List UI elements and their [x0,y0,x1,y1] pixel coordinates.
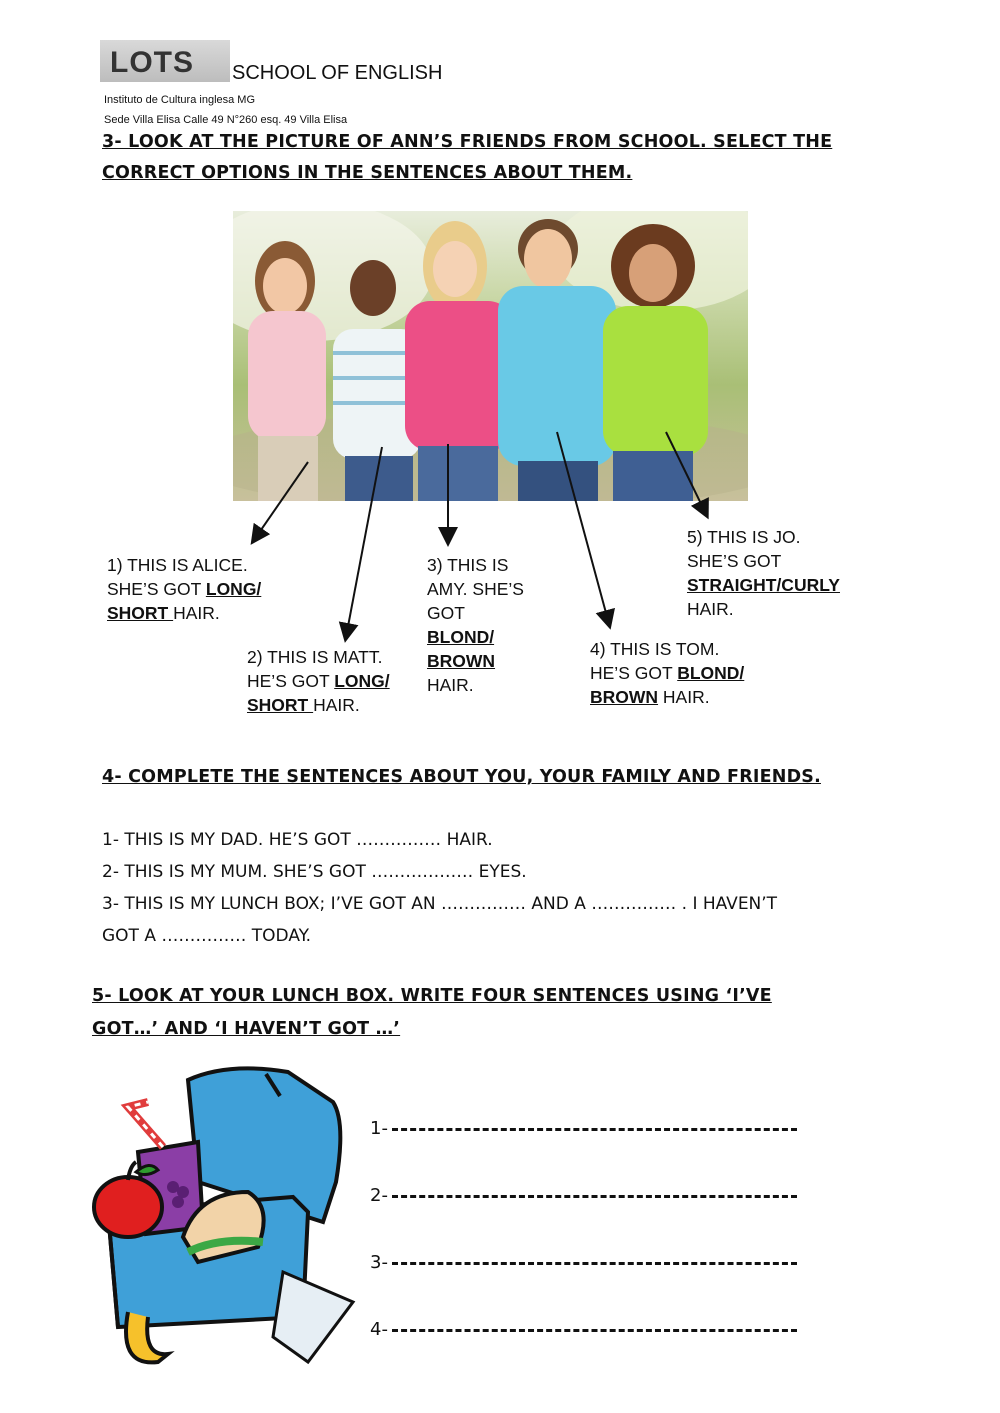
answer-line-3[interactable]: 3- [370,1252,797,1273]
institute-address: Sede Villa Elisa Calle 49 N°260 esq. 49 Villa Elisa [104,114,348,126]
caption-tom-line3: BROWN HAIR. [590,687,710,707]
caption-amy-line1: 3) THIS IS [427,555,509,575]
caption-tom-line2: HE’S GOT BLOND/ [590,663,745,683]
arrow-matt [346,447,382,637]
caption-jo-line1: 5) THIS IS JO. [687,527,801,547]
exercise4-sentence2: 2- THIS IS MY MUM. SHE’S GOT ……………… EYES. [102,862,527,882]
arrow-tom [557,432,609,624]
exercise4-sentence1: 1- THIS IS MY DAD. HE’S GOT …………… HAIR. [102,830,493,850]
arrow-alice [254,462,308,540]
caption-alice-line3: SHORT HAIR. [107,603,220,623]
caption-jo-line4: HAIR. [687,599,734,619]
exercise3-heading-line2: CORRECT OPTIONS IN THE SENTENCES ABOUT THEM. [102,163,633,183]
caption-jo-line2: SHE’S GOT [687,551,782,571]
exercise4-sentence3-line2: GOT A …………… TODAY. [102,926,311,946]
caption-alice [107,553,261,625]
caption-amy-line3: GOT [427,603,465,623]
caption-amy [427,553,524,697]
caption-amy-line5: BROWN [427,651,496,671]
caption-amy-line2: AMY. SHE’S [427,579,524,599]
arrow-jo [666,432,706,514]
caption-amy-line6: HAIR. [427,675,474,695]
answer-line-4[interactable]: 4- [370,1319,797,1340]
exercise5-heading-line1: 5- LOOK AT YOUR LUNCH BOX. WRITE FOUR SENTENCES USING ‘I’VE [92,986,772,1006]
caption-matt-line1: 2) THIS IS MATT. [247,647,383,667]
exercise5-heading-line2: GOT…’ AND ‘I HAVEN’T GOT …’ [92,1019,401,1039]
institute-name: Instituto de Cultura inglesa MG [104,94,256,106]
answer-line-2[interactable]: 2- [370,1185,797,1206]
exercise3-heading-line1: 3- LOOK AT THE PICTURE OF ANN’S FRIENDS FROM SCHOOL. SELECT THE [102,132,833,152]
answer-line-1[interactable]: 1- [370,1118,797,1139]
school-name: SCHOOL OF ENGLISH [232,62,443,84]
exercise4-sentence3-line1: 3- THIS IS MY LUNCH BOX; I’VE GOT AN …………… AND A …………… . I HAVEN’T [102,894,778,914]
caption-matt [247,645,390,717]
caption-amy-line4: BLOND/ [427,627,495,647]
caption-tom-line1: 4) THIS IS TOM. [590,639,720,659]
logo-text: LOTS [110,46,194,79]
caption-alice-line1: 1) THIS IS ALICE. [107,555,248,575]
caption-matt-line3: SHORT HAIR. [247,695,360,715]
caption-tom [590,637,744,709]
caption-jo-line3: STRAIGHT/CURLY [687,575,840,595]
exercise4-heading: 4- COMPLETE THE SENTENCES ABOUT YOU, YOUR FAMILY AND FRIENDS. [102,767,821,787]
caption-matt-line2: HE’S GOT LONG/ [247,671,390,691]
caption-jo [687,525,840,621]
lunch-box-illustration [88,1062,360,1372]
caption-alice-line2: SHE’S GOT LONG/ [107,579,262,599]
